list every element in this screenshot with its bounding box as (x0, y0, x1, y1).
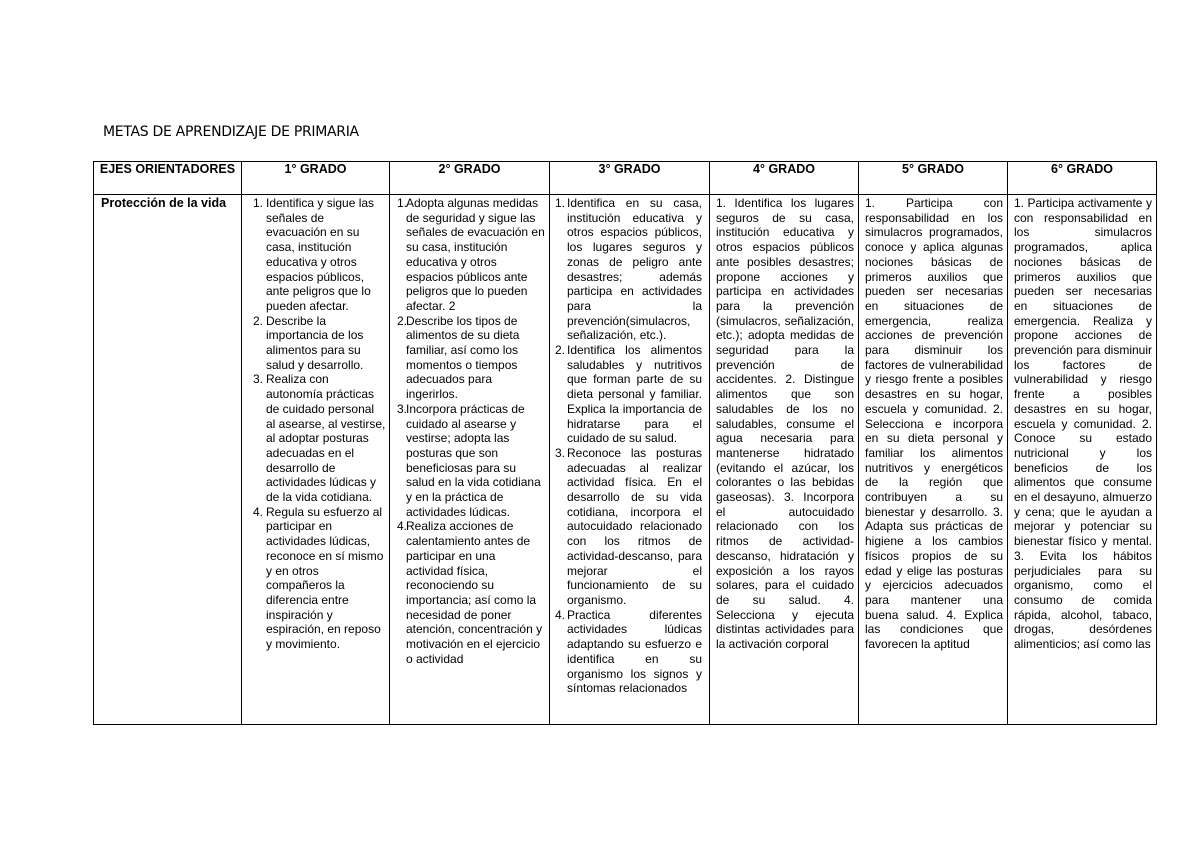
header-row (94, 162, 1157, 195)
grade-1-goal: 2. Describe la importancia de los alimentos para su salud y desarrollo. (253, 313, 364, 372)
grade-3-goal: 3. Reconoce las posturas adecuadas al realizar actividad física. En el desarrollo de su vida cotidiana, incorpora el autocuidado relacionado con los ritmos de actividad-descanso, para mejorar el funcionamiento de su organismo. (555, 445, 702, 607)
header-grade-2: 2° GRADO (390, 162, 550, 195)
grade-5-cell (859, 195, 1008, 725)
table-row (94, 195, 1157, 725)
grade-2-goal: 2. Describe los tipos de alimentos de su dieta familiar, así como los momentos o tiempos adecuados para ingerirlos. (397, 313, 520, 402)
header-grade-5: 5° GRADO (859, 162, 1008, 195)
axis-cell (94, 195, 242, 725)
grade-3-goal: 1. Identifica en su casa, institución educativa y otros espacios públicos, los lugares seguros y zonas de peligro ante desastres; además participa en actividades para la prevención(simulacros, señalización, etc.). (555, 196, 702, 343)
axis-label: Protección de la vida (101, 196, 227, 210)
grade-3-cell (550, 195, 710, 725)
grade-3-goal: 2. Identifica los alimentos saludables y nutritivos que forman parte de su dieta personal y familiar. Explica la importancia de hidratarse para el cuidado de su salud. (555, 343, 702, 446)
grade-4-cell (710, 195, 859, 725)
grade-1-goal: 4. Regula su esfuerzo al participar en actividades lúdicas, reconoce en sí mismo y en otros compañeros la diferencia entre inspiración y espiración, en reposo y movimiento. (253, 504, 384, 652)
grade-2-cell (390, 195, 550, 725)
grade-5-goals: 1. Participa con responsabilidad en los simulacros programados, conoce y aplica algunas nociones básicas de primeros auxilios que pueden ser necesarias en situaciones de emergencia, realiza acciones de prevención para disminuir los factores de vulnerabilidad y riesgo frente a posibles desastres en su hogar, escuela y comunidad. 2. Selecciona e incorpora en su dieta personal y familiar los alimentos nutritivos y energéticos de la región que contribuyen a su bienestar y desarrollo. 3. Adapta sus prácticas de higiene a los cambios físicos propios de su edad y elige las posturas y ejercicios adecuados para mantener una buena salud. 4. Explica las condiciones que favorecen la aptitud (865, 196, 1003, 652)
grade-1-cell (242, 195, 390, 725)
header-grade-6: 6° GRADO (1008, 162, 1157, 195)
grade-1-goal: 3. Realiza con autonomía prácticas de cuidado personal al asearse, al vestirse, al adoptar posturas adecuadas en el desarrollo de actividades lúdicas y de la vida cotidiana. (253, 372, 386, 505)
document-title: METAS DE APRENDIZAJE DE PRIMARIA (103, 124, 359, 140)
grade-3-goal: 4. Practica diferentes actividades lúdicas adaptando su esfuerzo e identifica en su organismo los signos y síntomas relacionados (555, 607, 702, 696)
header-grade-1: 1° GRADO (242, 162, 390, 195)
grade-2-goal: 3. Incorpora prácticas de cuidado al asearse y vestirse; adopta las posturas que son beneficiosas para su salud en la vida cotidiana y en la práctica de actividades lúdicas. (397, 401, 541, 519)
grade-2-goal: 1. Adopta algunas medidas de seguridad y sigue las señales de evacuación en su casa, institución educativa y otros espacios públicos ante peligros que lo pueden afectar. 2 (397, 196, 545, 313)
grade-2-goal: 4. Realiza acciones de calentamiento antes de participar en una actividad física, reconociendo su importancia; así como la necesidad de poner atención, concentración y motivación en el ejercicio o actividad (397, 519, 543, 666)
grade-6-cell (1008, 195, 1157, 725)
grade-4-goals: 1. Identifica los lugares seguros de su casa, institución educativa y otros espacios públicos ante posibles desastres; propone acciones y participa en actividades para la prevención (simulacros, señalización, etc.); adopta medidas de seguridad para la prevención de accidentes. 2. Distingue alimentos que son saludables de los no saludables, consume el agua necesaria para mantenerse hidratado (evitando el azúcar, los colorantes o las bebidas gaseosas). 3. Incorpora el autocuidado relacionado con los ritmos de actividad-descanso, hidratación y exposición a los rayos solares, para el cuidado de su salud. 4. Selecciona y ejecuta distintas actividades para la activación corporal (716, 196, 854, 652)
header-grade-3: 3° GRADO (550, 162, 710, 195)
grade-1-goal: 1. Identifica y sigue las señales de evacuación en su casa, institución educativa y otros espacios públicos, ante peligros que lo pueden afectar. (253, 196, 375, 313)
header-ejes: EJES ORIENTADORES (94, 162, 242, 195)
grade-6-goals: 1. Participa activamente y con responsabilidad en los simulacros programados, aplica nociones básicas de primeros auxilios que pueden ser necesarias en situaciones de emergencia. Realiza y propone acciones de prevención para disminuir los factores de vulnerabilidad y riesgo frente a posibles desastres en su hogar, escuela y comunidad. 2. Conoce su estado nutricional y los beneficios de los alimentos que consume en el desayuno, almuerzo y cena; que le ayudan a mejorar y potenciar su bienestar físico y mental. 3. Evita los hábitos perjudiciales para su organismo, como el consumo de comida rápida, alcohol, tabaco, drogas, desórdenes alimenticios; así como las (1014, 196, 1152, 652)
header-grade-4: 4° GRADO (710, 162, 859, 195)
learning-goals-table (93, 161, 1157, 725)
